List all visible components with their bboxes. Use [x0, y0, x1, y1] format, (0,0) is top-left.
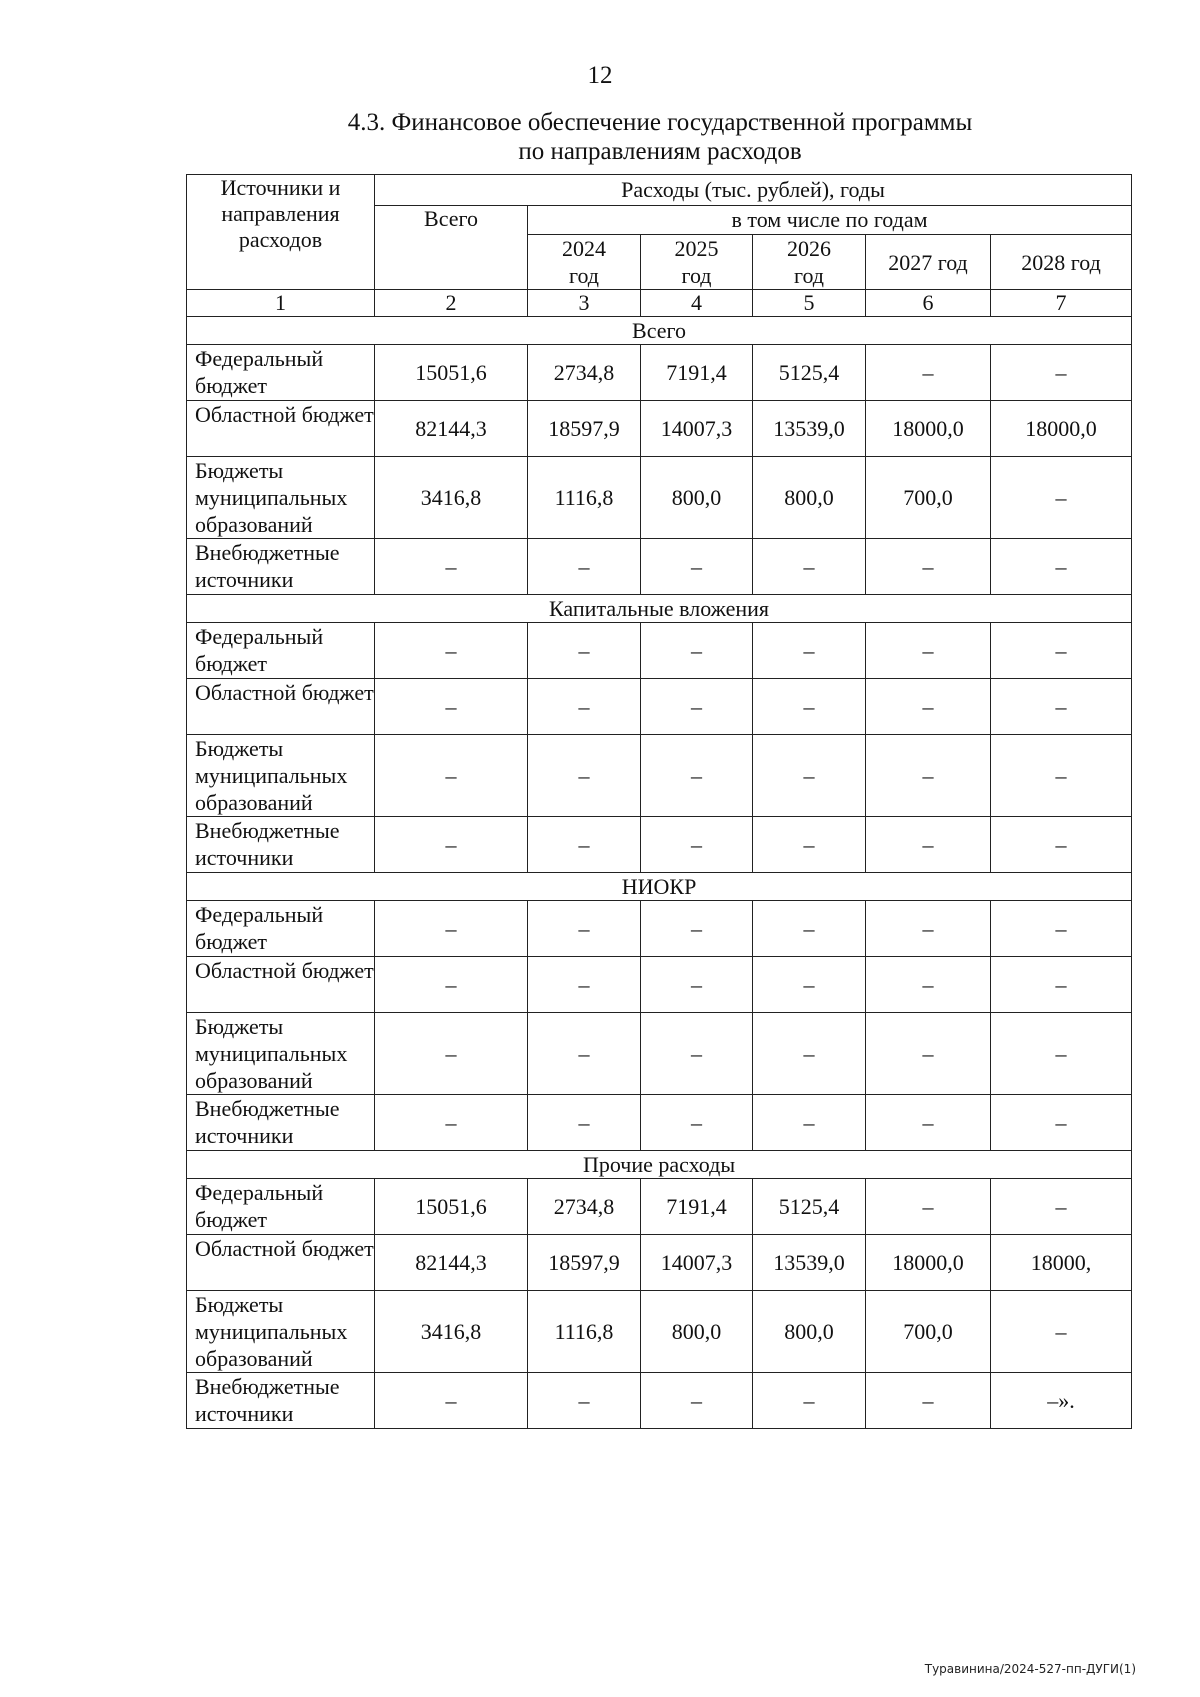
- value-cell: 15051,6: [375, 345, 528, 401]
- table-row: [187, 901, 1132, 957]
- value-cell: –: [375, 957, 528, 1013]
- value-cell: –: [866, 679, 991, 735]
- column-number: 4: [641, 290, 753, 317]
- header-year: 2025 год: [641, 235, 753, 290]
- value-cell: 2734,8: [528, 1179, 641, 1235]
- value-cell: –: [753, 1013, 866, 1095]
- header-sources: Источники и направления расходов: [187, 175, 375, 290]
- value-cell: –: [991, 679, 1132, 735]
- value-cell: –: [991, 957, 1132, 1013]
- value-cell: –: [753, 735, 866, 817]
- section-title: Капитальные вложения: [187, 595, 1132, 623]
- value-cell: –: [375, 623, 528, 679]
- table-row: [187, 401, 1132, 457]
- value-cell: –: [641, 735, 753, 817]
- value-cell: –: [991, 1291, 1132, 1373]
- value-cell: –: [753, 539, 866, 595]
- table-row: [187, 623, 1132, 679]
- section-row: [187, 873, 1132, 901]
- value-cell: –: [753, 901, 866, 957]
- source-cell: Федеральный бюджет: [187, 345, 375, 401]
- value-cell: –: [375, 735, 528, 817]
- table-row: [187, 345, 1132, 401]
- section-row: [187, 317, 1132, 345]
- value-cell: –: [641, 817, 753, 873]
- value-cell: –: [866, 539, 991, 595]
- value-cell: –: [528, 957, 641, 1013]
- value-cell: 5125,4: [753, 1179, 866, 1235]
- value-cell: 18000,0: [866, 401, 991, 457]
- value-cell: 15051,6: [375, 1179, 528, 1235]
- value-cell: –: [641, 901, 753, 957]
- table-row: [187, 817, 1132, 873]
- value-cell: –: [753, 679, 866, 735]
- value-cell: –: [991, 1013, 1132, 1095]
- value-cell: –: [641, 957, 753, 1013]
- value-cell: 7191,4: [641, 1179, 753, 1235]
- value-cell: –: [528, 679, 641, 735]
- value-cell: 18000,: [991, 1235, 1132, 1291]
- value-cell: –: [866, 1373, 991, 1429]
- section-row: [187, 595, 1132, 623]
- source-cell: Областной бюджет: [187, 401, 375, 457]
- value-cell: 7191,4: [641, 345, 753, 401]
- value-cell: –: [753, 1373, 866, 1429]
- source-cell: Внебюджетные источники: [187, 1095, 375, 1151]
- value-cell: 800,0: [753, 457, 866, 539]
- section-row: [187, 1151, 1132, 1179]
- column-number: 1: [187, 290, 375, 317]
- header-year: 2024 год: [528, 235, 641, 290]
- value-cell: 700,0: [866, 457, 991, 539]
- value-cell: 3416,8: [375, 457, 528, 539]
- header-by-years: в том числе по годам: [528, 206, 1132, 235]
- value-cell: –: [375, 817, 528, 873]
- title-line-1: 4.3. Финансовое обеспечение государственной программы: [347, 109, 973, 136]
- value-cell: –».: [991, 1373, 1132, 1429]
- value-cell: –: [991, 817, 1132, 873]
- value-cell: 3416,8: [375, 1291, 528, 1373]
- value-cell: 2734,8: [528, 345, 641, 401]
- source-cell: Внебюджетные источники: [187, 1373, 375, 1429]
- value-cell: 82144,3: [375, 1235, 528, 1291]
- table-row: [187, 679, 1132, 735]
- source-cell: Внебюджетные источники: [187, 539, 375, 595]
- page-number: 12: [587, 62, 613, 89]
- value-cell: –: [991, 901, 1132, 957]
- value-cell: –: [753, 1095, 866, 1151]
- column-number: 5: [753, 290, 866, 317]
- column-number: 3: [528, 290, 641, 317]
- value-cell: –: [866, 817, 991, 873]
- table-row: [187, 1095, 1132, 1151]
- value-cell: 18597,9: [528, 401, 641, 457]
- value-cell: –: [991, 457, 1132, 539]
- value-cell: –: [753, 817, 866, 873]
- table-row: [187, 1013, 1132, 1095]
- source-cell: Бюджеты муниципальных образований: [187, 1291, 375, 1373]
- table-row: [187, 1291, 1132, 1373]
- value-cell: –: [866, 735, 991, 817]
- value-cell: –: [991, 735, 1132, 817]
- value-cell: –: [991, 539, 1132, 595]
- section-title: Всего: [187, 317, 1132, 345]
- source-cell: Федеральный бюджет: [187, 901, 375, 957]
- column-number: 6: [866, 290, 991, 317]
- table-row: [187, 539, 1132, 595]
- source-cell: Бюджеты муниципальных образований: [187, 1013, 375, 1095]
- title-line-2: по направлениям расходов: [518, 138, 802, 165]
- value-cell: 13539,0: [753, 401, 866, 457]
- value-cell: –: [641, 623, 753, 679]
- source-cell: Областной бюджет: [187, 679, 375, 735]
- column-number: 2: [375, 290, 528, 317]
- value-cell: –: [991, 345, 1132, 401]
- value-cell: 800,0: [641, 457, 753, 539]
- value-cell: –: [753, 623, 866, 679]
- value-cell: –: [866, 623, 991, 679]
- value-cell: 18597,9: [528, 1235, 641, 1291]
- header-expenses: Расходы (тыс. рублей), годы: [375, 175, 1132, 206]
- value-cell: –: [753, 957, 866, 1013]
- value-cell: –: [528, 1013, 641, 1095]
- value-cell: 14007,3: [641, 1235, 753, 1291]
- header-year: 2028 год: [991, 235, 1132, 290]
- value-cell: –: [641, 1013, 753, 1095]
- value-cell: 14007,3: [641, 401, 753, 457]
- header-total: Всего: [375, 206, 528, 290]
- value-cell: –: [375, 901, 528, 957]
- value-cell: –: [528, 1095, 641, 1151]
- source-cell: Федеральный бюджет: [187, 623, 375, 679]
- value-cell: –: [866, 957, 991, 1013]
- value-cell: –: [375, 539, 528, 595]
- section-title: Прочие расходы: [187, 1151, 1132, 1179]
- source-cell: Федеральный бюджет: [187, 1179, 375, 1235]
- value-cell: 1116,8: [528, 1291, 641, 1373]
- table-row: [187, 1179, 1132, 1235]
- document-title: [0, 108, 1200, 166]
- value-cell: 18000,0: [991, 401, 1132, 457]
- table-row: [187, 957, 1132, 1013]
- value-cell: –: [641, 1373, 753, 1429]
- table-row: [187, 735, 1132, 817]
- header-year: 2027 год: [866, 235, 991, 290]
- value-cell: 5125,4: [753, 345, 866, 401]
- value-cell: –: [528, 817, 641, 873]
- column-number: 7: [991, 290, 1132, 317]
- source-cell: Областной бюджет: [187, 1235, 375, 1291]
- value-cell: –: [375, 1013, 528, 1095]
- source-cell: Областной бюджет: [187, 957, 375, 1013]
- value-cell: –: [866, 345, 991, 401]
- value-cell: –: [641, 539, 753, 595]
- value-cell: –: [375, 679, 528, 735]
- value-cell: –: [866, 1095, 991, 1151]
- value-cell: –: [991, 623, 1132, 679]
- value-cell: –: [528, 901, 641, 957]
- value-cell: –: [991, 1179, 1132, 1235]
- table-row: [187, 1235, 1132, 1291]
- value-cell: –: [866, 1179, 991, 1235]
- value-cell: 700,0: [866, 1291, 991, 1373]
- value-cell: –: [375, 1373, 528, 1429]
- value-cell: –: [528, 539, 641, 595]
- value-cell: –: [528, 735, 641, 817]
- source-cell: Внебюджетные источники: [187, 817, 375, 873]
- value-cell: –: [528, 623, 641, 679]
- section-title: НИОКР: [187, 873, 1132, 901]
- value-cell: –: [375, 1095, 528, 1151]
- financing-table: [186, 174, 1132, 1429]
- value-cell: 800,0: [753, 1291, 866, 1373]
- document-footer: Туравинина/2024-527-пп-ДУГИ(1): [924, 1662, 1136, 1676]
- source-cell: Бюджеты муниципальных образований: [187, 735, 375, 817]
- value-cell: –: [866, 1013, 991, 1095]
- value-cell: –: [866, 901, 991, 957]
- header-year: 2026 год: [753, 235, 866, 290]
- value-cell: –: [528, 1373, 641, 1429]
- value-cell: 1116,8: [528, 457, 641, 539]
- value-cell: 13539,0: [753, 1235, 866, 1291]
- value-cell: 82144,3: [375, 401, 528, 457]
- value-cell: –: [641, 679, 753, 735]
- value-cell: –: [641, 1095, 753, 1151]
- value-cell: 18000,0: [866, 1235, 991, 1291]
- table-row: [187, 457, 1132, 539]
- value-cell: 800,0: [641, 1291, 753, 1373]
- table-body: [187, 317, 1132, 1429]
- source-cell: Бюджеты муниципальных образований: [187, 457, 375, 539]
- value-cell: –: [991, 1095, 1132, 1151]
- table-row: [187, 1373, 1132, 1429]
